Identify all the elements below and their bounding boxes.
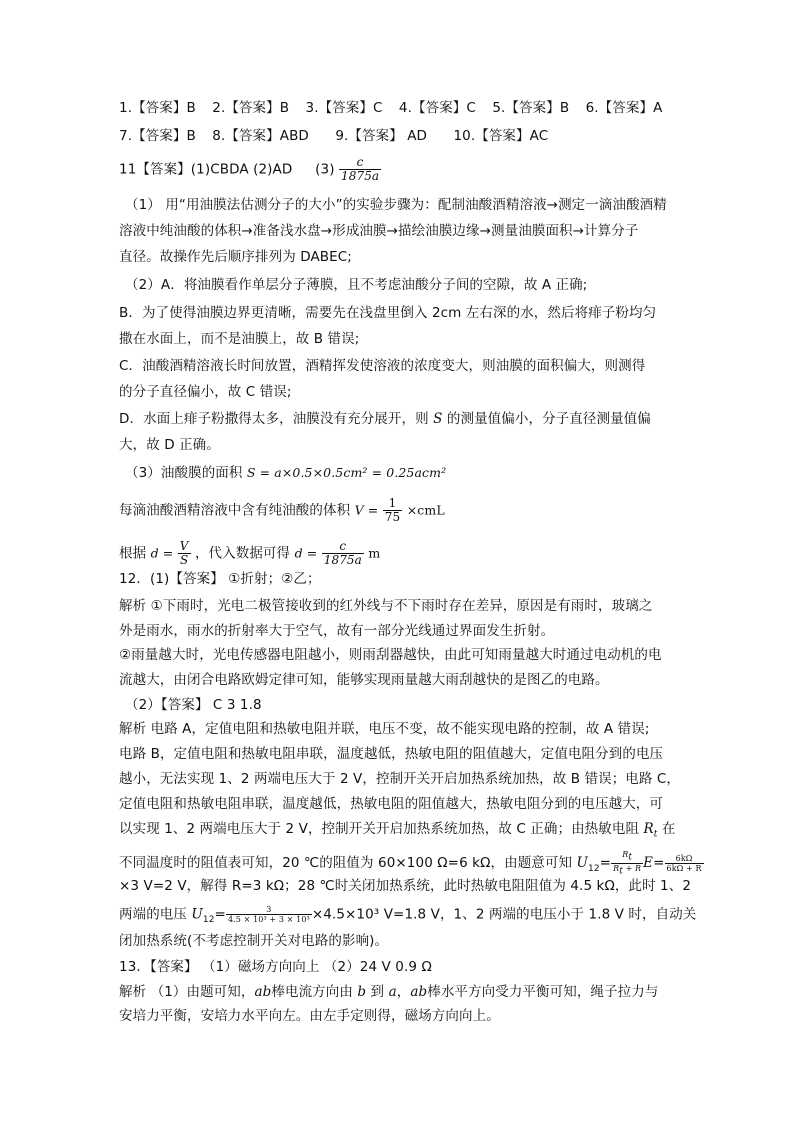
line-text: 不同温度时的阻值表可知，20 ℃的阻值为 60×100 Ω=6 kΩ，由题意可知 [119,855,573,872]
symbol-r: R [643,821,654,837]
subscript-t: t [653,829,658,840]
symbol-ab: ab [254,984,272,1000]
answers-row-1 [119,99,662,117]
q11-s2-line2: B．为了使得油膜边界更清晰，需要先在浅盘里倒入 2cm 左右深的水，然后将痱子粉均匀 [119,305,657,321]
fraction-numerator: c [339,539,347,553]
line-text: ， [396,984,411,1000]
q12-b-line9: 闭加热系统(不考虑控制开关对电路的影响)。 [119,933,389,949]
line-text: 棒电流方向由 [271,984,353,1000]
q13-line1 [119,983,658,1001]
fraction-denominator: 6kΩ + R [666,863,702,873]
fraction-numerator: 3 [266,905,272,914]
line-text: 解析 （1）由题可知， [119,984,255,1000]
answer-5: 5.【答案】B [492,100,570,116]
d-fraction-2 [322,540,364,567]
q11-s1-line3: 直径。故操作先后顺序排列为 DABEC; [119,249,352,265]
answer-2: 2.【答案】B [212,100,290,116]
fraction-denominator: 1875a [340,169,380,183]
line-text: 每滴油酸酒精溶液中含有纯油酸的体积 [119,502,351,519]
d-unit: m [368,545,381,561]
line-text: 根据 [119,545,147,562]
line-text: 的测量值偏小，分子直径测量值偏 [446,411,651,427]
equals: = [599,855,612,872]
volume-lhs: V = [354,502,379,518]
q11-s2-line3: 撒在水面上，而不是油膜上，故 B 错误; [119,331,360,347]
answer-8: 8.【答案】ABD [212,128,309,144]
answer-10: 10.【答案】AC [453,128,549,144]
fraction-numerator: c [356,155,364,169]
subscript-12: 12 [202,915,215,926]
symbol-a: a [388,984,397,1000]
q12-part2-header: （2）【答案】 C 3 1.8 [125,697,262,713]
q12-b-line5 [119,820,675,844]
q11-s3-line3 [119,540,380,567]
fraction-numerator: 1 [388,496,397,510]
answer-7: 7.【答案】B [119,128,196,144]
answer-1: 1.【答案】B [119,100,196,116]
q12-b-line1: 解析 电路 A，定值电阻和热敏电阻并联，电压不变，故不能实现电路的控制，故 A 错误; [119,721,650,737]
q11-part3-label: (3) [315,161,335,178]
line-text: 到 [370,984,385,1000]
answer-6: 6.【答案】A [585,100,663,116]
q12-analysis-1: 解析 ①下雨时，光电二极管接收到的红外线与不下雨时存在差异，原因是有雨时，玻璃之 [119,598,653,614]
fraction-denominator: 75 [384,510,401,524]
answers-row-2 [119,127,548,145]
symbol-u: U [576,855,589,872]
d-lhs: d = [150,545,174,561]
d-lhs-2: d = [294,545,318,561]
symbol-ab: ab [410,984,428,1000]
equals: = [653,855,665,872]
q11-fraction [339,156,381,183]
q12-header: 12．(1)【答案】 ①折射；②乙； [119,571,321,587]
answer-9: 9.【答案】 AD [335,128,428,144]
q12-b-line8 [119,905,696,929]
q11-s1-line2: 溶液中纯油酸的体积→准备浅水盘→形成油膜→描绘油膜边缘→测量油膜面积→计算分子 [119,223,639,239]
line-text: 以实现 1、2 两端电压大于 2 V，控制开关开启加热系统加热，故 C 正确；由热敏电阻 [119,821,640,837]
volume-fraction [383,497,402,524]
q12-analysis-2: 外是雨水，雨水的折射率大于空气，故有一部分光线通过界面发生折射。 [119,623,555,639]
q11-s2-line7: 大，故 D 正确。 [119,437,220,453]
symbol-b: b [357,984,367,1000]
q12-b-line3: 越小，无法实现 1、2 两端电压大于 2 V，控制开关开启加热系统加热，故 B 错误；电路 C， [119,771,681,787]
q12-analysis-4: 流越大，由闭合电路欧姆定律可知，能够实现雨量越大雨刮越快的是图乙的电路。 [119,672,609,688]
equals: = [214,906,226,923]
q11-s2-line6 [119,410,651,428]
fraction-numerator: 6kΩ [675,853,693,863]
answer-3: 3.【答案】C [305,100,383,116]
area-formula: S = a×0.5×0.5cm² = 0.25acm² [246,465,447,480]
q11-header [119,156,381,183]
symbol-s: S [433,411,443,427]
q11-s2-line4: C．油酸酒精溶液长时间放置，酒精挥发使溶液的浓度变大，则油膜的面积偏大，则测得 [119,358,646,374]
line-text: 在 [661,821,676,837]
q11-s2-line5: 的分子直径偏小，故 C 错误; [119,384,292,400]
voltage-fraction [226,905,312,924]
fraction-denominator: 1875a [323,553,362,567]
fraction-numerator: $R_t$ [622,850,633,863]
q12-b-line2: 电路 B，定值电阻和热敏电阻串联，温度越低，热敏电阻的阻值越大，定值电阻分到的电压 [119,746,664,762]
line-text: ，代入数据可得 [194,545,291,562]
q12-b-line7: ×3 V=2 V，解得 R=3 kΩ；28 ℃时关闭加热系统，此时热敏电阻阻值为 4.5 kΩ，此时 1、2 [119,878,692,894]
fraction-denominator: $R_t + R$ [613,863,642,877]
d-fraction-1 [178,540,191,567]
answer-4: 4.【答案】C [398,100,476,116]
fraction-denominator: S [178,553,191,567]
volume-unit: ×cmL [406,502,445,518]
q13-header: 13．【答案】 （1）磁场方向向上 （2）24 V 0.9 Ω [119,959,432,975]
q11-s3-line2 [119,497,445,524]
line-text: D．水面上痱子粉撒得太多，油膜没有充分展开，则 [119,411,429,427]
line-text: （3）油酸膜的面积 [125,465,243,481]
line-text: 两端的电压 [119,906,187,923]
q12-b-line6 [119,850,704,878]
fraction-denominator: 4.5 × 10³ + 3 × 10³ [227,915,310,924]
line-text: 棒水平方向受力平衡可知，绳子拉力与 [427,984,659,1000]
q12-b-line4: 定值电阻和热敏电阻串联，温度越低，热敏电阻的阻值越大，热敏电阻分到的电压越大，可 [119,796,663,812]
q11-s2-line1: （2）A．将油膜看作单层分子薄膜，且不考虑油酸分子间的空隙，故 A 正确; [125,277,588,293]
q12-analysis-3: ②雨量越大时，光电传感器电阻越小，则雨刮器越快，由此可知雨量越大时通过电动机的电 [119,647,662,663]
ratio-fraction [611,850,643,876]
q11-answer: 11【答案】(1)CBDA (2)AD [119,161,293,178]
q11-s1-line1: （1） 用“用油膜法估测分子的大小”的实验步骤为：配制油酸酒精溶液→测定一滴油酸酒精 [125,197,667,213]
q13-line2: 安培力平衡，安培力水平向左。由左手定则得，磁场方向向上。 [119,1008,500,1024]
symbol-u: U [191,906,203,923]
fraction-numerator: V [179,539,189,553]
line-text: ×4.5×10³ V=1.8 V，1、2 两端的电压小于 1.8 V 时，自动关 [311,906,697,923]
symbol-e: E [643,855,654,872]
value-fraction [665,854,704,873]
q11-s3-line1 [125,464,446,482]
subscript-12: 12 [588,863,600,874]
